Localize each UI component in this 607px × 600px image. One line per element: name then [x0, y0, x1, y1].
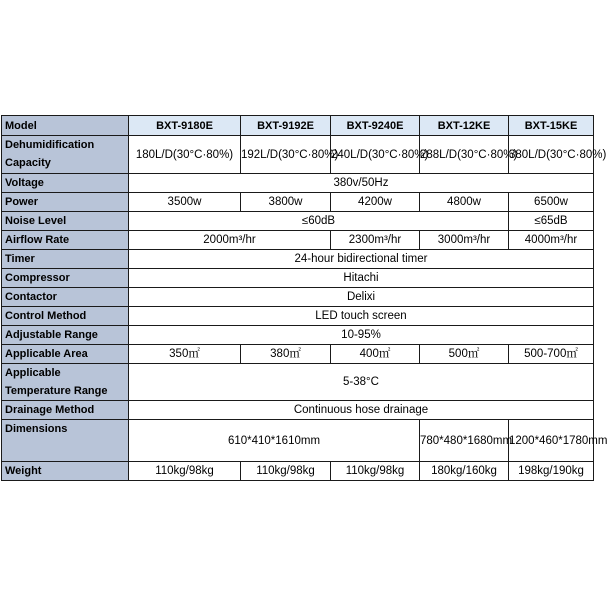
timer-value: 24-hour bidirectional timer [129, 250, 594, 269]
area-value: 500-700㎡ [509, 345, 594, 364]
adjustable-value: 10-95% [129, 326, 594, 345]
voltage-row [2, 174, 594, 193]
capacity-value: 240L/D(30°C·80%) [331, 136, 420, 174]
contactor-row [2, 288, 594, 307]
contactor-label: Contactor [2, 288, 129, 307]
power-label: Power [2, 193, 129, 212]
drainage-row [2, 401, 594, 420]
capacity-label: Dehumidification Capacity [2, 136, 129, 174]
area-value: 400㎡ [331, 345, 420, 364]
weight-value: 198kg/190kg [509, 462, 594, 481]
control-value: LED touch screen [129, 307, 594, 326]
area-row [2, 345, 594, 364]
temperature-value: 5-38°C [129, 364, 594, 401]
power-value: 3500w [129, 193, 241, 212]
temperature-row [2, 364, 594, 401]
capacity-row [2, 136, 594, 174]
voltage-label: Voltage [2, 174, 129, 193]
area-value: 500㎡ [420, 345, 509, 364]
weight-value: 180kg/160kg [420, 462, 509, 481]
control-row [2, 307, 594, 326]
model-name: BXT-9240E [331, 116, 420, 136]
temperature-label: Applicable Temperature Range [2, 364, 129, 401]
model-label: Model [2, 116, 129, 136]
power-value: 6500w [509, 193, 594, 212]
spec-table-container [0, 115, 607, 481]
airflow-value: 2300m³/hr [331, 231, 420, 250]
dimensions-value: 780*480*1680mm [420, 420, 509, 462]
capacity-value: 192L/D(30°C·80%) [241, 136, 331, 174]
drainage-value: Continuous hose drainage [129, 401, 594, 420]
airflow-row [2, 231, 594, 250]
power-row [2, 193, 594, 212]
area-label: Applicable Area [2, 345, 129, 364]
voltage-value: 380v/50Hz [129, 174, 594, 193]
noise-value: ≤65dB [509, 212, 594, 231]
weight-value: 110kg/98kg [241, 462, 331, 481]
power-value: 4800w [420, 193, 509, 212]
airflow-value: 2000m³/hr [129, 231, 331, 250]
weight-row [2, 462, 594, 481]
weight-value: 110kg/98kg [129, 462, 241, 481]
power-value: 4200w [331, 193, 420, 212]
power-value: 3800w [241, 193, 331, 212]
spec-table [1, 115, 607, 481]
noise-label: Noise Level [2, 212, 129, 231]
dimensions-label: Dimensions [2, 420, 129, 462]
model-name: BXT-9192E [241, 116, 331, 136]
compressor-value: Hitachi [129, 269, 594, 288]
noise-row [2, 212, 594, 231]
timer-label: Timer [2, 250, 129, 269]
control-label: Control Method [2, 307, 129, 326]
dimensions-row [2, 420, 594, 462]
dimensions-value: 610*410*1610mm [129, 420, 420, 462]
model-name: BXT-9180E [129, 116, 241, 136]
airflow-value: 4000m³/hr [509, 231, 594, 250]
adjustable-row [2, 326, 594, 345]
header-row [2, 116, 594, 136]
drainage-label: Drainage Method [2, 401, 129, 420]
compressor-row [2, 269, 594, 288]
timer-row [2, 250, 594, 269]
airflow-label: Airflow Rate [2, 231, 129, 250]
weight-label: Weight [2, 462, 129, 481]
capacity-value: 288L/D(30°C·80%) [420, 136, 509, 174]
model-name: BXT-12KE [420, 116, 509, 136]
compressor-label: Compressor [2, 269, 129, 288]
weight-value: 110kg/98kg [331, 462, 420, 481]
capacity-value: 380L/D(30°C·80%) [509, 136, 594, 174]
noise-value: ≤60dB [129, 212, 509, 231]
capacity-value: 180L/D(30°C·80%) [129, 136, 241, 174]
dimensions-value: 1200*460*1780mm [509, 420, 594, 462]
airflow-value: 3000m³/hr [420, 231, 509, 250]
model-name: BXT-15KE [509, 116, 594, 136]
area-value: 350㎡ [129, 345, 241, 364]
area-value: 380㎡ [241, 345, 331, 364]
contactor-value: Delixi [129, 288, 594, 307]
adjustable-label: Adjustable Range [2, 326, 129, 345]
